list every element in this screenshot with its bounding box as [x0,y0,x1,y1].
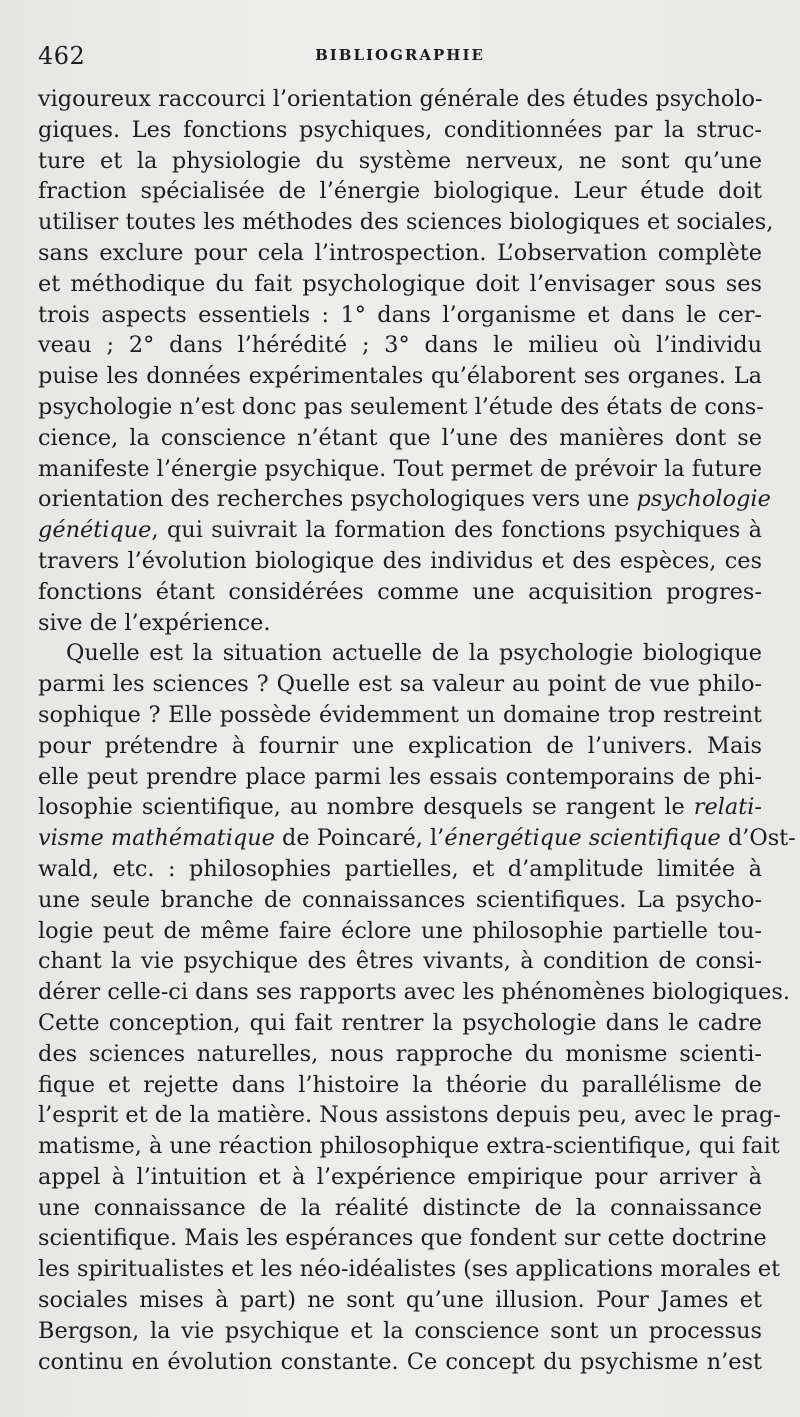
text-segment: matisme, à une réaction philosophique extra-scientifique, qui fait [38,1133,780,1160]
text-line [38,515,762,546]
text-line [38,1070,762,1101]
text-segment: puise les données expérimentales qu’élaborent ses organes. La [38,363,762,390]
text-segment: une seule branche de connaissances scientifiques. La psycho- [38,886,762,913]
text-segment: parmi les sciences ? Quelle est sa valeur au point de vue philo- [38,671,762,698]
text-segment: ture et la physiologie du système nerveux, ne sont qu’une [38,147,762,174]
page-number: 462 [38,42,86,70]
text-line [38,977,790,1008]
text-segment: continu en évolution constante. Ce concept du psychisme n’est [38,1348,762,1375]
text-line [38,1254,781,1285]
text-line [38,392,762,423]
text-segment: sive de l’expérience. [38,609,271,636]
text-segment: de Poincaré, l’ [274,825,445,852]
text-segment: cience, la conscience n’étant que l’une des manières dont se [38,424,762,451]
text-line [38,854,762,885]
text-line [38,1131,780,1162]
text-line [38,84,762,115]
text-line [38,638,762,669]
text-line [38,546,762,577]
text-line [38,1347,762,1378]
text-segment: vigoureux raccourci l’orientation générale des études psycholo- [38,86,763,112]
text-segment: trois aspects essentiels : 1° dans l’organisme et dans le cer- [38,301,762,328]
text-line [38,731,762,762]
italic-text: génétique [38,517,152,544]
text-line [38,577,762,608]
text-segment: d’Ost- [720,825,796,852]
text-segment: manifeste l’énergie psychique. Tout permet de prévoir la future [38,455,762,482]
text-line [38,1193,762,1224]
text-segment: pour prétendre à fournir une explication de l’univers. Mais [38,732,762,759]
text-line [38,1162,762,1193]
text-segment: orientation des recherches psychologiques vers une [38,486,637,513]
text-line [38,1008,762,1039]
text-segment: travers l’évolution biologique des individus et des espèces, ces [38,547,762,574]
text-segment: fraction spécialisée de l’énergie biologique. Leur étude doit [38,178,762,205]
text-line [38,146,762,177]
text-line [38,361,762,392]
text-segment: losophie scientifique, au nombre desquels se rangent le [38,794,694,821]
text-line [38,916,762,947]
text-segment: les spiritualistes et les néo-idéalistes (ses applications morales et [38,1256,781,1283]
text-line [38,176,762,207]
text-line [38,946,762,977]
text-segment: sociales mises à part) ne sont qu’une illusion. Pour James et [38,1287,762,1314]
italic-text: relati- [693,794,762,821]
text-line [38,454,762,485]
text-segment: une connaissance de la réalité distincte de la connaissance [38,1194,762,1221]
text-segment: des sciences naturelles, nous rapproche du monisme scienti- [38,1040,762,1067]
text-segment: sans exclure pour cela l’introspection. L’observation complète [38,239,762,266]
text-segment: Quelle est la situation actuelle de la psychologie biologique [66,640,762,667]
running-head: BIBLIOGRAPHIE [315,46,485,64]
text-segment: utiliser toutes les méthodes des sciences biologiques et sociales, [38,209,774,236]
text-line [38,1100,781,1131]
text-segment: Cette conception, qui fait rentrer la psychologie dans le cadre [38,1009,762,1036]
text-line [38,300,762,331]
text-line [38,1039,762,1070]
text-segment: giques. Les fonctions psychiques, conditionnées par la struc- [38,116,762,143]
italic-text: énergétique scientifique [444,825,721,852]
text-segment: appel à l’intuition et à l’expérience empirique pour arriver à [38,1163,762,1190]
text-line [38,700,762,731]
text-line [38,762,762,793]
italic-text: psychologie [636,486,771,513]
text-segment: elle peut prendre place parmi les essais contemporains de phi- [38,763,762,790]
text-line [38,885,762,916]
text-segment: , qui suivrait la formation des fonctions psychiques à [151,517,762,544]
text-line [38,1316,762,1347]
text-line [38,238,762,269]
text-line [38,792,762,823]
text-line [38,269,762,300]
text-segment: et méthodique du fait psychologique doit l’envisager sous ses [38,270,762,297]
text-segment: logie peut de même faire éclore une philosophie partielle tou- [38,917,762,944]
text-segment: wald, etc. : philosophies partielles, et d’amplitude limitée à [38,855,762,882]
text-line [38,115,762,146]
text-line [38,823,796,854]
text-segment: l’esprit et de la matière. Nous assistons depuis peu, avec le prag- [38,1102,781,1129]
text-segment: chant la vie psychique des êtres vivants, à condition de consi- [38,948,762,975]
text-segment: veau ; 2° dans l’hérédité ; 3° dans le milieu où l’individu [38,332,762,359]
text-segment: fonctions étant considérées comme une acquisition progres- [38,578,762,605]
text-line [38,423,762,454]
text-segment: psychologie n’est donc pas seulement l’étude des états de cons- [38,393,764,420]
page-header [38,42,762,72]
text-segment: fique et rejette dans l’histoire la théorie du parallélisme de [38,1071,762,1098]
text-segment: sophique ? Elle possède évidemment un domaine trop restreint [38,701,762,728]
text-line [38,484,771,515]
text-line [38,1285,762,1316]
text-line [38,330,762,361]
text-line [38,669,762,700]
text-line [38,1223,767,1254]
text-segment: Bergson, la vie psychique et la conscience sont un processus [38,1317,762,1344]
text-segment: dérer celle-ci dans ses rapports avec les phénomènes biologiques. [38,979,790,1006]
text-line [38,608,762,639]
text-segment: scientifique. Mais les espérances que fondent sur cette doctrine [38,1225,767,1252]
text-line [38,207,774,238]
body-text [38,84,796,1377]
italic-text: visme mathématique [38,825,275,852]
